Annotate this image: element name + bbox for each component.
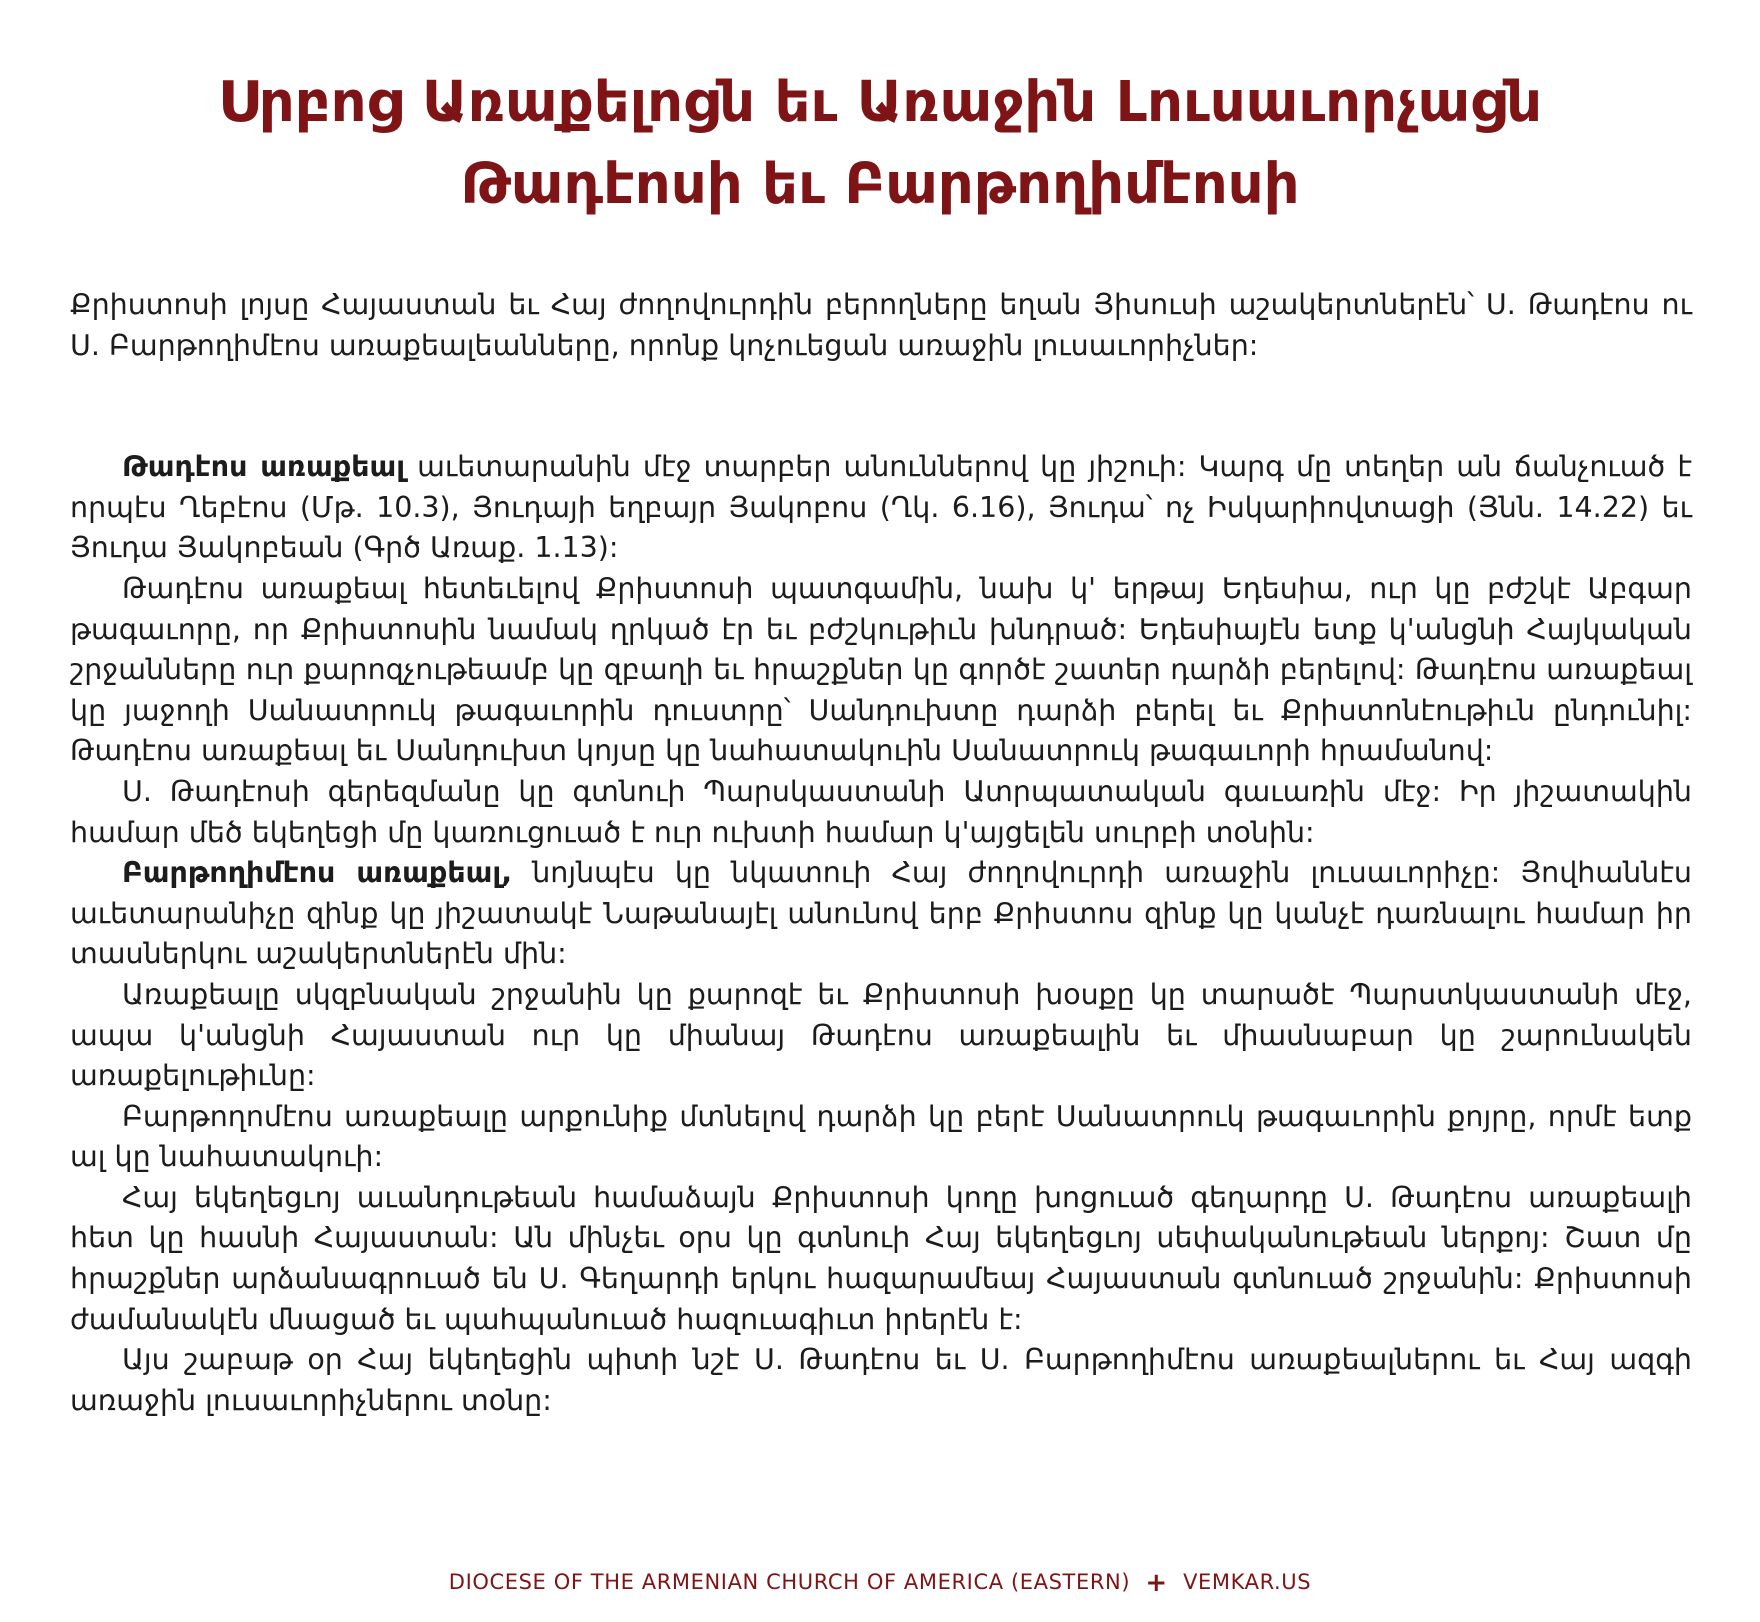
article-body xyxy=(70,285,1692,1421)
paragraph-bartholomew-mission: Առաքեալը սկզբնական շրջանին կը քարոզէ եւ Քրիստոսի խօսքը կը տարածէ Պարստկաստանի մէջ, ապա կ'անցնի Հայաստան ուր կը միանայ Թադէոս առաքեալին եւ միասնաբար կը շարունակեն առաքելութիւնը: xyxy=(70,977,1692,1093)
paragraph-bartholomew-martyrdom: Բարթողոմէոս առաքեալը արքունիք մտնելով դարձի կը բերէ Սանատրուկ թագաւորին քոյրը, որմէ ետք ալ կը նահատակուի: xyxy=(70,1099,1692,1174)
paragraph-text: նոյնպէս կը նկատուի Հայ ժողովուրդի առաջին լուսաւորիչը: Յովհաննէս աւետարանիչը զինք կը յիշատակէ Նաթանայէլ անունով երբ Քրիստոս զինք կը կանչէ դառնալու համար իր տասներկու աշակերտներէն մին: xyxy=(70,856,1692,971)
page-title xyxy=(60,62,1700,226)
paragraph-feast-day: Այս շաբաթ օր Հայ եկեղեցին պիտի նշէ Ս. Թադէոս եւ Ս. Բարթողիմէոս առաքեալներու եւ Հայ ազգի առաջին լուսաւորիչներու տօնը: xyxy=(70,1343,1692,1417)
footer-organization: DIOCESE OF THE ARMENIAN CHURCH OF AMERICA (EASTERN) xyxy=(448,1570,1131,1594)
footer-website: VEMKAR.US xyxy=(1183,1570,1312,1594)
title-line-2: Թադէոսի եւ Բարթողիմէոսի xyxy=(460,152,1300,217)
title-line-1: Սրբոց Առաքելոցն եւ Առաջին Լուսաւորչացն xyxy=(217,70,1543,135)
page-footer xyxy=(0,1566,1760,1596)
paragraph-thaddeus-mission: Թադէոս առաքեալ հետեւելով Քրիստոսի պատգամին, նախ կ' երթայ Եդեսիա, ուր կը բժշկէ Աբգար թագաւորը, որ Քրիստոսին նամակ ղրկած էր եւ բժշկութիւն խնդրած: Եդեսիայէն ետք կ'անցնի Հայկական շրջանները ուր քարոզչութեամբ կը զբաղի եւ հրաշքներ կը գործէ շատեր դարձի բերելով: Թադէոս առաքեալ կը յաջողի Սանատրուկ թագաւորին դուստրը՝ Սանդուխտը դարձի բերել եւ Քրիստոնէութիւն ընդունիլ: Թադէոս առաքեալ եւ Սանդուխտ կոյսը կը նահատակուին Սանատրուկ թագաւորի հրամանով: xyxy=(70,571,1692,768)
intro-paragraph: Քրիստոսի լոյսը Հայաստան եւ Հայ ժողովուրդին բերողները եղան Յիսուսի աշակերտներէն՝ Ս. Թադէոս ու Ս. Բարթողիմէոս առաքեալեանները, որոնք կոչուեցան առաջին լուսաւորիչներ: xyxy=(70,288,1692,362)
paragraph-text: աւետարանին մէջ տարբեր անուններով կը յիշուի: Կարգ մը տեղեր ան ճանչուած է որպէս Ղեբէոս (Մթ. 10.3), Յուդայի եղբայր Յակոբոս (Ղկ. 6.16), Յուդա՝ ոչ Իսկարիովտացի (Յնն. 14.22) եւ Յուդա Յակոբեան (Գրծ Առաք. 1.13): xyxy=(70,450,1692,565)
paragraph-holy-lance: Հայ եկեղեցւոյ աւանդութեան համաձայն Քրիստոսի կողը խոցուած գեղարդը Ս. Թադէոս առաքեալի հետ կը հասնի Հայաստան: Ան մինչեւ օրս կը գտնուի Հայ եկեղեցւոյ սեփականութեան ներքոյ: Շատ մը հրաշքներ արձանագրուած են Ս. Գեղարդի երկու հազարամեայ Հայաստան գտնուած շրջանին: Քրիստոսի ժամանակէն մնացած եւ պահպանուած հազուագիւտ իրերէն է: xyxy=(70,1180,1692,1336)
paragraph-lead-bold: Թադէոս առաքեալ xyxy=(122,450,406,484)
paragraph-thaddeus-names xyxy=(70,447,1692,569)
paragraph-bartholomew-intro xyxy=(70,853,1692,975)
cross-icon: + xyxy=(1145,1568,1168,1598)
paragraph-thaddeus-tomb: Ս. Թադէոսի գերեզմանը կը գտնուի Պարսկաստանի Ատրպատական գաւառին մէջ: Իր յիշատակին համար մեծ եկեղեցի մը կառուցուած է ուր ուխտի համար կ'այցելեն սուրբի տօնին: xyxy=(70,774,1692,849)
paragraph-lead-bold: Բարթողիմէոս առաքեալ, xyxy=(122,856,513,890)
